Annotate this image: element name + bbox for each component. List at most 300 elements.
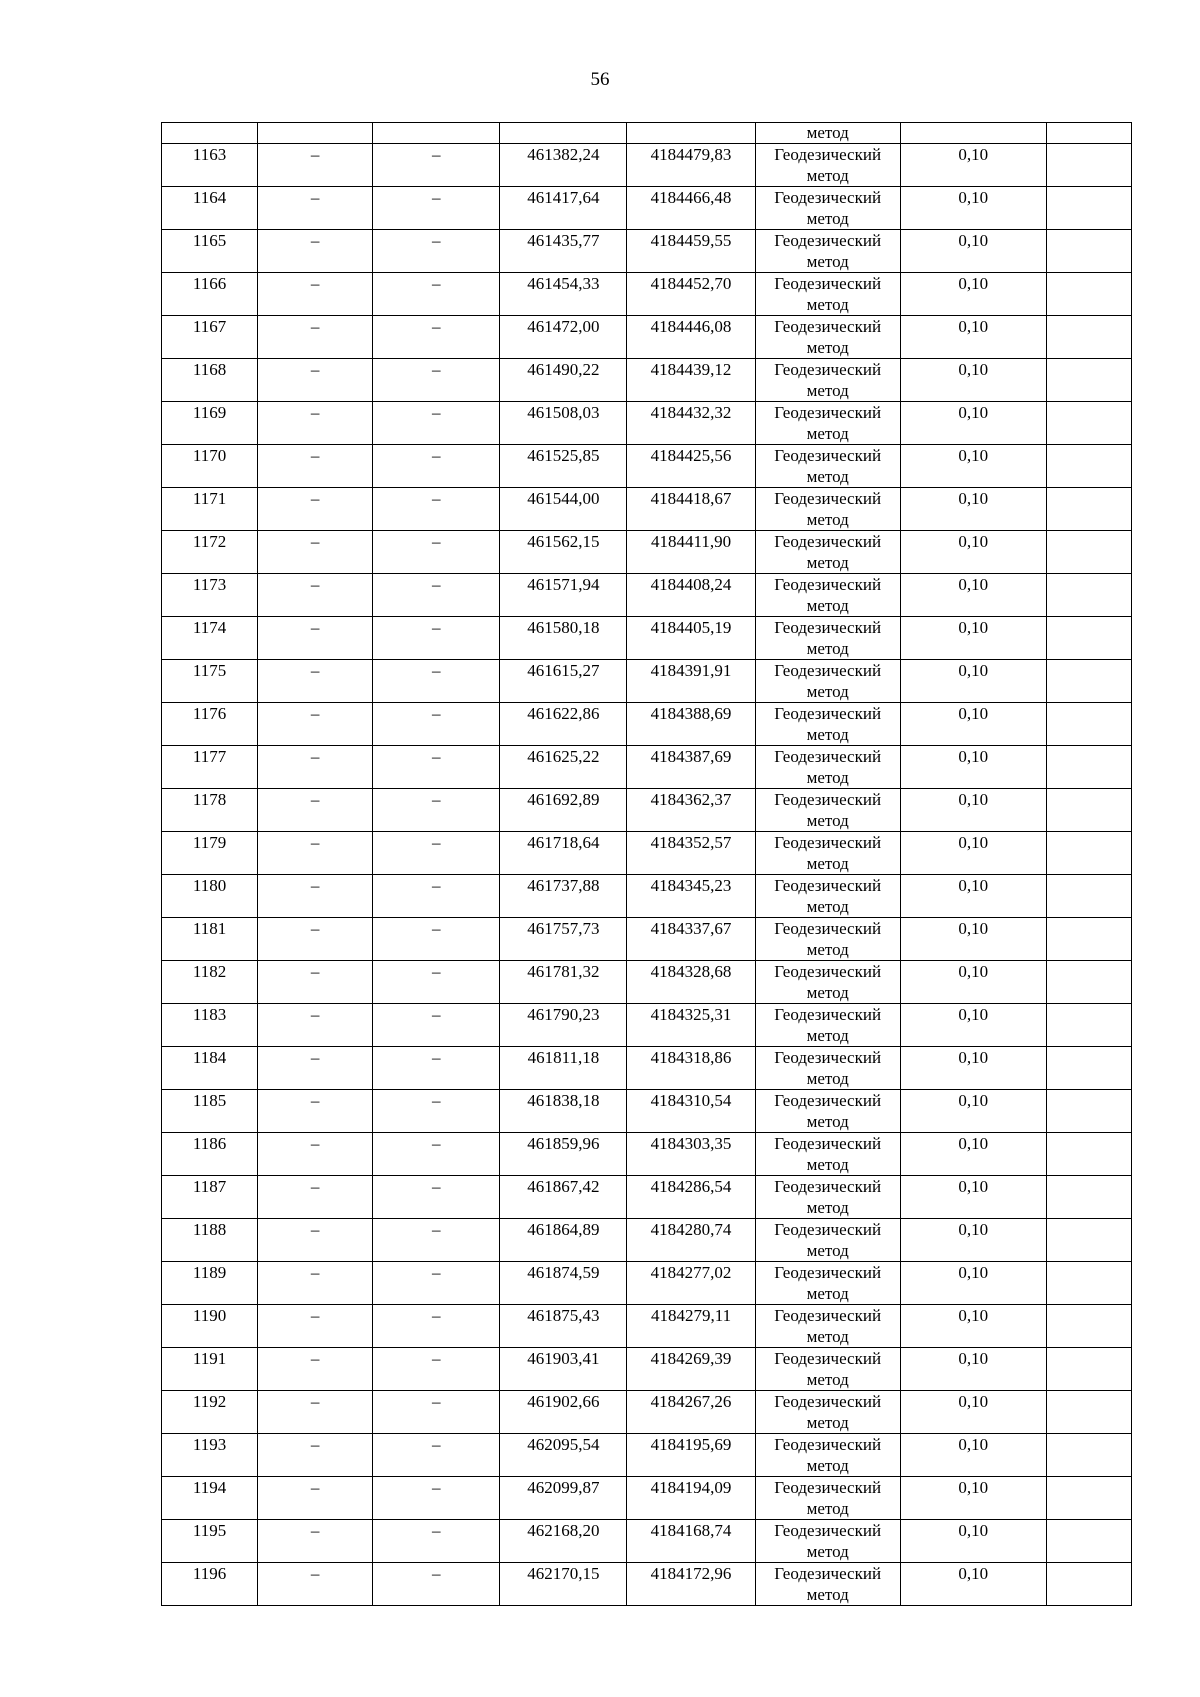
method-line-2: метод	[806, 1370, 849, 1389]
y-coordinate-cell: 4184387,69	[627, 746, 755, 789]
method-cell	[755, 1047, 900, 1090]
column-3-cell: –	[373, 703, 500, 746]
method-cell	[755, 531, 900, 574]
y-coordinate-cell: 4184446,08	[627, 316, 755, 359]
column-3-cell: –	[373, 918, 500, 961]
accuracy-cell: 0,10	[900, 660, 1046, 703]
method-line-1: Геодезический	[774, 704, 882, 723]
extra-cell	[1046, 531, 1131, 574]
y-coordinate-cell: 4184362,37	[627, 789, 755, 832]
cell-empty	[900, 123, 1046, 144]
y-coordinate-cell: 4184388,69	[627, 703, 755, 746]
accuracy-cell: 0,10	[900, 617, 1046, 660]
column-3-cell: –	[373, 1133, 500, 1176]
x-coordinate-cell: 461867,42	[500, 1176, 627, 1219]
method-line-2: метод	[806, 1155, 849, 1174]
method-cell	[755, 1520, 900, 1563]
column-2-cell: –	[258, 488, 373, 531]
table-row	[162, 230, 1132, 273]
extra-cell	[1046, 1305, 1131, 1348]
method-line-1: Геодезический	[774, 1005, 882, 1024]
method-line-1: Геодезический	[774, 188, 882, 207]
method-line-1: Геодезический	[774, 1220, 882, 1239]
y-coordinate-cell: 4184411,90	[627, 531, 755, 574]
x-coordinate-cell: 462170,15	[500, 1563, 627, 1606]
method-line-2: метод	[806, 467, 849, 486]
method-line-2: метод	[806, 1327, 849, 1346]
y-coordinate-cell: 4184194,09	[627, 1477, 755, 1520]
table-row	[162, 187, 1132, 230]
method-line-2: метод	[806, 1069, 849, 1088]
method-line-2: метод	[806, 1585, 849, 1604]
x-coordinate-cell: 461874,59	[500, 1262, 627, 1305]
column-2-cell: –	[258, 1047, 373, 1090]
extra-cell	[1046, 574, 1131, 617]
table-row	[162, 918, 1132, 961]
cell-empty	[1046, 123, 1131, 144]
column-3-cell: –	[373, 488, 500, 531]
table-row	[162, 1477, 1132, 1520]
method-cell	[755, 1391, 900, 1434]
column-3-cell: –	[373, 1219, 500, 1262]
method-cell	[755, 144, 900, 187]
extra-cell	[1046, 402, 1131, 445]
method-cell	[755, 961, 900, 1004]
method-cell	[755, 402, 900, 445]
point-number-cell: 1175	[162, 660, 258, 703]
method-line-2: метод	[806, 209, 849, 228]
point-number-cell: 1165	[162, 230, 258, 273]
extra-cell	[1046, 832, 1131, 875]
accuracy-cell: 0,10	[900, 230, 1046, 273]
extra-cell	[1046, 1391, 1131, 1434]
method-line-2: метод	[806, 381, 849, 400]
table-row	[162, 1563, 1132, 1606]
y-coordinate-cell: 4184328,68	[627, 961, 755, 1004]
method-line-2: метод	[806, 811, 849, 830]
y-coordinate-cell: 4184418,67	[627, 488, 755, 531]
x-coordinate-cell: 461435,77	[500, 230, 627, 273]
column-3-cell: –	[373, 746, 500, 789]
point-number-cell: 1164	[162, 187, 258, 230]
column-2-cell: –	[258, 617, 373, 660]
method-line-2: метод	[806, 295, 849, 314]
column-3-cell: –	[373, 789, 500, 832]
method-line-1: Геодезический	[774, 532, 882, 551]
accuracy-cell: 0,10	[900, 1477, 1046, 1520]
y-coordinate-cell: 4184452,70	[627, 273, 755, 316]
accuracy-cell: 0,10	[900, 1004, 1046, 1047]
point-number-cell: 1166	[162, 273, 258, 316]
method-cell	[755, 918, 900, 961]
table-row	[162, 703, 1132, 746]
column-3-cell: –	[373, 230, 500, 273]
method-line-1: Геодезический	[774, 1134, 882, 1153]
method-line-1: Геодезический	[774, 360, 882, 379]
x-coordinate-cell: 461757,73	[500, 918, 627, 961]
point-number-cell: 1178	[162, 789, 258, 832]
method-line-2: метод	[806, 1112, 849, 1131]
table-row	[162, 1434, 1132, 1477]
method-cell	[755, 359, 900, 402]
method-line-2: метод	[806, 553, 849, 572]
column-3-cell: –	[373, 1176, 500, 1219]
table-row	[162, 273, 1132, 316]
column-3-cell: –	[373, 875, 500, 918]
method-cell	[755, 187, 900, 230]
point-number-cell: 1181	[162, 918, 258, 961]
extra-cell	[1046, 918, 1131, 961]
table-row	[162, 445, 1132, 488]
column-3-cell: –	[373, 574, 500, 617]
x-coordinate-cell: 461859,96	[500, 1133, 627, 1176]
x-coordinate-cell: 461902,66	[500, 1391, 627, 1434]
table-row	[162, 617, 1132, 660]
y-coordinate-cell: 4184425,56	[627, 445, 755, 488]
table-row	[162, 1047, 1132, 1090]
method-cell	[755, 875, 900, 918]
y-coordinate-cell: 4184479,83	[627, 144, 755, 187]
extra-cell	[1046, 961, 1131, 1004]
point-number-cell: 1172	[162, 531, 258, 574]
x-coordinate-cell: 461571,94	[500, 574, 627, 617]
method-cell	[755, 1090, 900, 1133]
table-row	[162, 789, 1132, 832]
y-coordinate-cell: 4184277,02	[627, 1262, 755, 1305]
y-coordinate-cell: 4184337,67	[627, 918, 755, 961]
column-3-cell: –	[373, 961, 500, 1004]
x-coordinate-cell: 461472,00	[500, 316, 627, 359]
accuracy-cell: 0,10	[900, 574, 1046, 617]
extra-cell	[1046, 789, 1131, 832]
extra-cell	[1046, 445, 1131, 488]
accuracy-cell: 0,10	[900, 875, 1046, 918]
method-line-2: метод	[806, 639, 849, 658]
column-2-cell: –	[258, 316, 373, 359]
method-line-1: Геодезический	[774, 919, 882, 938]
column-2-cell: –	[258, 187, 373, 230]
x-coordinate-cell: 461737,88	[500, 875, 627, 918]
method-cell	[755, 1176, 900, 1219]
table-row	[162, 961, 1132, 1004]
point-number-cell: 1170	[162, 445, 258, 488]
method-line-1: Геодезический	[774, 274, 882, 293]
x-coordinate-cell: 461625,22	[500, 746, 627, 789]
method-cell	[755, 273, 900, 316]
y-coordinate-cell: 4184325,31	[627, 1004, 755, 1047]
column-2-cell: –	[258, 1004, 373, 1047]
point-number-cell: 1190	[162, 1305, 258, 1348]
method-line-1: Геодезический	[774, 1392, 882, 1411]
column-2-cell: –	[258, 402, 373, 445]
method-line-2: метод	[806, 725, 849, 744]
method-cell	[755, 789, 900, 832]
method-cell	[755, 1262, 900, 1305]
method-cell	[755, 445, 900, 488]
method-line-1: Геодезический	[774, 575, 882, 594]
y-coordinate-cell: 4184408,24	[627, 574, 755, 617]
point-number-cell: 1163	[162, 144, 258, 187]
accuracy-cell: 0,10	[900, 961, 1046, 1004]
x-coordinate-cell: 461781,32	[500, 961, 627, 1004]
accuracy-cell: 0,10	[900, 789, 1046, 832]
column-3-cell: –	[373, 617, 500, 660]
column-3-cell: –	[373, 1520, 500, 1563]
method-line-1: Геодезический	[774, 1435, 882, 1454]
point-number-cell: 1195	[162, 1520, 258, 1563]
method-cell	[755, 574, 900, 617]
column-3-cell: –	[373, 1305, 500, 1348]
y-coordinate-cell: 4184405,19	[627, 617, 755, 660]
x-coordinate-cell: 461622,86	[500, 703, 627, 746]
method-cell	[755, 230, 900, 273]
column-3-cell: –	[373, 316, 500, 359]
x-coordinate-cell: 461838,18	[500, 1090, 627, 1133]
x-coordinate-cell: 461811,18	[500, 1047, 627, 1090]
method-line-1: Геодезический	[774, 403, 882, 422]
method-line-2: метод	[806, 510, 849, 529]
point-number-cell: 1176	[162, 703, 258, 746]
x-coordinate-cell: 461544,00	[500, 488, 627, 531]
y-coordinate-cell: 4184280,74	[627, 1219, 755, 1262]
table-row	[162, 574, 1132, 617]
accuracy-cell: 0,10	[900, 1176, 1046, 1219]
extra-cell	[1046, 1047, 1131, 1090]
column-3-cell: –	[373, 187, 500, 230]
table-body	[162, 123, 1132, 1606]
column-2-cell: –	[258, 1348, 373, 1391]
point-number-cell: 1185	[162, 1090, 258, 1133]
point-number-cell: 1186	[162, 1133, 258, 1176]
column-2-cell: –	[258, 144, 373, 187]
method-cell	[755, 1477, 900, 1520]
method-line-1: Геодезический	[774, 790, 882, 809]
cell-empty	[500, 123, 627, 144]
y-coordinate-cell: 4184318,86	[627, 1047, 755, 1090]
method-line-2: метод	[806, 338, 849, 357]
method-line-2: метод	[806, 1499, 849, 1518]
method-cell	[755, 1004, 900, 1047]
table-row	[162, 875, 1132, 918]
extra-cell	[1046, 617, 1131, 660]
accuracy-cell: 0,10	[900, 1133, 1046, 1176]
column-3-cell: –	[373, 1563, 500, 1606]
column-2-cell: –	[258, 445, 373, 488]
x-coordinate-cell: 462168,20	[500, 1520, 627, 1563]
column-2-cell: –	[258, 1520, 373, 1563]
accuracy-cell: 0,10	[900, 1305, 1046, 1348]
table-row	[162, 1004, 1132, 1047]
column-3-cell: –	[373, 1391, 500, 1434]
extra-cell	[1046, 316, 1131, 359]
cell-empty	[627, 123, 755, 144]
point-number-cell: 1187	[162, 1176, 258, 1219]
column-3-cell: –	[373, 1004, 500, 1047]
method-line-2: метод	[806, 897, 849, 916]
accuracy-cell: 0,10	[900, 445, 1046, 488]
column-2-cell: –	[258, 230, 373, 273]
method-line-1: Геодезический	[774, 1177, 882, 1196]
page-number: 56	[590, 69, 610, 90]
table-row	[162, 1348, 1132, 1391]
table-row	[162, 1262, 1132, 1305]
column-2-cell: –	[258, 1176, 373, 1219]
point-number-cell: 1179	[162, 832, 258, 875]
y-coordinate-cell: 4184391,91	[627, 660, 755, 703]
accuracy-cell: 0,10	[900, 1434, 1046, 1477]
y-coordinate-cell: 4184269,39	[627, 1348, 755, 1391]
column-2-cell: –	[258, 1305, 373, 1348]
method-line-2: метод	[806, 1198, 849, 1217]
column-3-cell: –	[373, 1090, 500, 1133]
table-row	[162, 531, 1132, 574]
column-3-cell: –	[373, 1047, 500, 1090]
extra-cell	[1046, 1219, 1131, 1262]
column-3-cell: –	[373, 1477, 500, 1520]
column-2-cell: –	[258, 273, 373, 316]
continuation-method-cell: метод	[755, 123, 900, 144]
method-line-1: Геодезический	[774, 1349, 882, 1368]
x-coordinate-cell: 462095,54	[500, 1434, 627, 1477]
method-line-2: метод	[806, 682, 849, 701]
y-coordinate-cell: 4184303,35	[627, 1133, 755, 1176]
method-line-2: метод	[806, 166, 849, 185]
table-row	[162, 359, 1132, 402]
method-cell	[755, 832, 900, 875]
accuracy-cell: 0,10	[900, 1047, 1046, 1090]
column-2-cell: –	[258, 918, 373, 961]
method-line-1: Геодезический	[774, 962, 882, 981]
column-2-cell: –	[258, 832, 373, 875]
method-cell	[755, 316, 900, 359]
extra-cell	[1046, 703, 1131, 746]
method-cell	[755, 1133, 900, 1176]
column-2-cell: –	[258, 703, 373, 746]
point-number-cell: 1168	[162, 359, 258, 402]
method-line-1: Геодезический	[774, 145, 882, 164]
accuracy-cell: 0,10	[900, 1520, 1046, 1563]
accuracy-cell: 0,10	[900, 1391, 1046, 1434]
column-3-cell: –	[373, 359, 500, 402]
extra-cell	[1046, 1434, 1131, 1477]
accuracy-cell: 0,10	[900, 918, 1046, 961]
extra-cell	[1046, 1133, 1131, 1176]
x-coordinate-cell: 461790,23	[500, 1004, 627, 1047]
method-cell	[755, 746, 900, 789]
accuracy-cell: 0,10	[900, 1219, 1046, 1262]
point-number-cell: 1188	[162, 1219, 258, 1262]
method-cell	[755, 660, 900, 703]
column-2-cell: –	[258, 1090, 373, 1133]
accuracy-cell: 0,10	[900, 359, 1046, 402]
accuracy-cell: 0,10	[900, 746, 1046, 789]
point-number-cell: 1194	[162, 1477, 258, 1520]
column-2-cell: –	[258, 660, 373, 703]
extra-cell	[1046, 359, 1131, 402]
table-row	[162, 402, 1132, 445]
point-number-cell: 1184	[162, 1047, 258, 1090]
accuracy-cell: 0,10	[900, 1090, 1046, 1133]
column-2-cell: –	[258, 961, 373, 1004]
extra-cell	[1046, 660, 1131, 703]
x-coordinate-cell: 461562,15	[500, 531, 627, 574]
x-coordinate-cell: 461525,85	[500, 445, 627, 488]
column-2-cell: –	[258, 1563, 373, 1606]
method-line-1: Геодезический	[774, 317, 882, 336]
method-line-1: Геодезический	[774, 1306, 882, 1325]
point-number-cell: 1182	[162, 961, 258, 1004]
extra-cell	[1046, 1176, 1131, 1219]
method-line-2: метод	[806, 1413, 849, 1432]
accuracy-cell: 0,10	[900, 488, 1046, 531]
cell-empty	[258, 123, 373, 144]
table-row	[162, 1305, 1132, 1348]
x-coordinate-cell: 461508,03	[500, 402, 627, 445]
x-coordinate-cell: 462099,87	[500, 1477, 627, 1520]
column-2-cell: –	[258, 1391, 373, 1434]
extra-cell	[1046, 1262, 1131, 1305]
accuracy-cell: 0,10	[900, 531, 1046, 574]
table-row	[162, 1219, 1132, 1262]
column-2-cell: –	[258, 359, 373, 402]
method-line-2: метод	[806, 1026, 849, 1045]
y-coordinate-cell: 4184439,12	[627, 359, 755, 402]
table-row	[162, 488, 1132, 531]
point-number-cell: 1169	[162, 402, 258, 445]
y-coordinate-cell: 4184310,54	[627, 1090, 755, 1133]
table-row	[162, 1176, 1132, 1219]
method-line-1: Геодезический	[774, 1478, 882, 1497]
accuracy-cell: 0,10	[900, 402, 1046, 445]
table-row	[162, 1090, 1132, 1133]
column-2-cell: –	[258, 746, 373, 789]
x-coordinate-cell: 461382,24	[500, 144, 627, 187]
method-line-1: Геодезический	[774, 661, 882, 680]
point-number-cell: 1189	[162, 1262, 258, 1305]
extra-cell	[1046, 1004, 1131, 1047]
column-2-cell: –	[258, 574, 373, 617]
x-coordinate-cell: 461454,33	[500, 273, 627, 316]
x-coordinate-cell: 461417,64	[500, 187, 627, 230]
column-3-cell: –	[373, 1434, 500, 1477]
method-line-2: метод	[806, 983, 849, 1002]
x-coordinate-cell: 461903,41	[500, 1348, 627, 1391]
coordinates-table	[161, 122, 1132, 1606]
extra-cell	[1046, 230, 1131, 273]
point-number-cell: 1196	[162, 1563, 258, 1606]
method-cell	[755, 1434, 900, 1477]
point-number-cell: 1167	[162, 316, 258, 359]
method-line-1: Геодезический	[774, 446, 882, 465]
column-3-cell: –	[373, 832, 500, 875]
extra-cell	[1046, 1348, 1131, 1391]
method-line-2: метод	[806, 1542, 849, 1561]
y-coordinate-cell: 4184432,32	[627, 402, 755, 445]
column-3-cell: –	[373, 1348, 500, 1391]
y-coordinate-cell: 4184286,54	[627, 1176, 755, 1219]
point-number-cell: 1183	[162, 1004, 258, 1047]
method-line-1: Геодезический	[774, 231, 882, 250]
table-row	[162, 144, 1132, 187]
x-coordinate-cell: 461875,43	[500, 1305, 627, 1348]
column-3-cell: –	[373, 402, 500, 445]
accuracy-cell: 0,10	[900, 1348, 1046, 1391]
method-line-2: метод	[806, 1456, 849, 1475]
accuracy-cell: 0,10	[900, 1262, 1046, 1305]
column-2-cell: –	[258, 531, 373, 574]
method-line-2: метод	[806, 940, 849, 959]
method-cell	[755, 703, 900, 746]
